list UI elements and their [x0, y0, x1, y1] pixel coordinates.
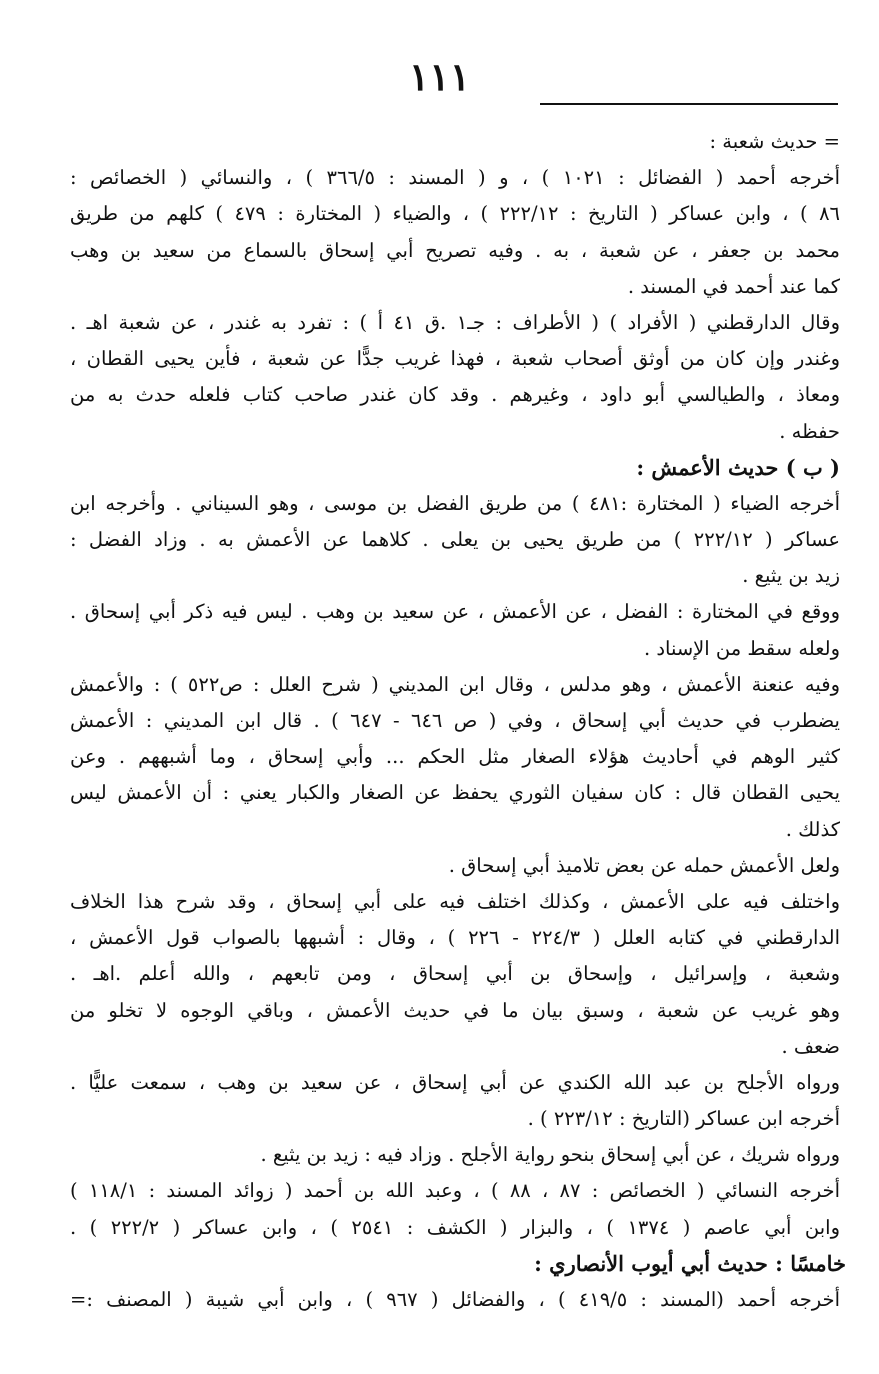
text-line: ولعله سقط من الإسناد . [643, 636, 840, 660]
text-line: ولعل الأعمش حمله عن بعض تلاميذ أبي إسحاق . [448, 853, 840, 877]
text-line: كما عند أحمد في المسند . [627, 274, 840, 298]
text-line: ضعف . [781, 1034, 840, 1058]
text-line: = حديث شعبة : [709, 130, 840, 153]
text-line: ورواه شريك ، عن أبي إسحاق بنحو رواية الأجلح . وزاد فيه : زيد بن يثيع . [260, 1143, 840, 1167]
text-line: أخرجه النسائي ( الخصائص : ٨٧ ، ٨٨ ) ، وعبد الله بن أحمد ( زوائد المسند : ١١٨/١ ) [70, 1179, 840, 1203]
text-line: عساكر ( ٢٢٢/١٢ ) من طريق يحيى بن يعلى . كلاهما عن الأعمش به . وزاد الفضل : [70, 528, 840, 552]
page-number: ١١١ [408, 54, 471, 99]
text-line: الدارقطني في كتابه العلل ( ٢٢٤/٣ - ٢٢٦ ) ، وقال : أشبهها بالصواب قول الأعمش ، [70, 926, 840, 950]
section-heading: ( ب ) حديث الأعمش : [636, 454, 840, 480]
page-body-text [70, 124, 846, 1318]
text-line: أخرجه أحمد (المسند : ٤١٩/٥ ) ، والفضائل ( ٩٦٧ ) ، وابن أبي شيبة ( المصنف := [70, 1288, 840, 1311]
text-line: حفظه . [779, 419, 840, 443]
text-line: يحيى القطان قال : كان سفيان الثوري يحفظ عن الصغار والكبار يعني : أن الأعمش ليس [70, 781, 840, 805]
text-line: وقال الدارقطني ( الأفراد ) ( الأطراف : جـ١ .ق ٤١ أ ) : تفرد به غندر ، عن شعبة اهـ . [70, 310, 840, 334]
text-line: كذلك . [785, 817, 840, 841]
text-line: وهو غريب عن شعبة ، وسبق بيان ما في حديث الأعمش ، وباقي الوجوه لا تخلو من [70, 998, 840, 1022]
text-line: وفيه عنعنة الأعمش ، وهو مدلس ، وقال ابن المديني ( شرح العلل : ص٥٢٢ ) : والأعمش [70, 672, 840, 696]
footnote-separator-rule [540, 103, 838, 105]
text-line: وغندر وإن كان من أوثق أصحاب شعبة ، فهذا غريب جدًّا عن شعبة ، فأين يحيى القطان ، [70, 347, 840, 371]
text-line: أخرجه ابن عساكر (التاريخ : ٢٢٣/١٢ ) . [527, 1107, 840, 1131]
text-line: يضطرب في حديث أبي إسحاق ، وفي ( ص ٦٤٦ - ٦٤٧ ) . قال ابن المديني : الأعمش [70, 709, 840, 732]
text-line: محمد بن جعفر ، عن شعبة ، به . وفيه تصريح أبي إسحاق بالسماع من سعيد بن وهب [70, 238, 840, 262]
text-line: واختلف فيه على الأعمش ، وكذلك اختلف فيه على أبي إسحاق ، وقد شرح هذا الخلاف [70, 889, 840, 913]
text-line: وابن أبي عاصم ( ١٣٧٤ ) ، والبزار ( الكشف : ٢٥٤١ ) ، وابن عساكر ( ٢٢٢/٢ ) . [70, 1215, 840, 1239]
text-line: ورواه الأجلح بن عبد الله الكندي عن أبي إسحاق ، عن سعيد بن وهب ، سمعت عليًّا . [70, 1070, 840, 1094]
text-line: أخرجه الضياء ( المختارة :٤٨١ ) من طريق الفضل بن موسى ، وهو السيناني . وأخرجه ابن [70, 491, 840, 515]
text-line: زيد بن يثيع . [742, 564, 840, 588]
text-line: ٨٦ ) ، وابن عساكر ( التاريخ : ٢٢٢/١٢ ) ، والضياء ( المختارة : ٤٧٩ ) كلهم من طريق [70, 202, 840, 226]
text-line: وشعبة ، وإسرائيل ، وإسحاق بن أبي إسحاق ، ومن تابعهم ، والله أعلم .اهـ . [70, 962, 840, 986]
text-line: ووقع في المختارة : الفضل ، عن الأعمش ، عن سعيد بن وهب . ليس فيه ذكر أبي إسحاق . [70, 600, 840, 624]
section-heading: خامسًا : حديث أبي أيوب الأنصاري : [534, 1250, 846, 1276]
text-line: أخرجه أحمد ( الفضائل : ١٠٢١ ) ، و ( المسند : ٣٦٦/٥ ) ، والنسائي ( الخصائص : [70, 166, 840, 190]
text-line: ومعاذ ، والطيالسي أبو داود ، وغيرهم . وقد كان غندر صاحب كتاب فلعله حدث به من [70, 383, 840, 407]
text-line: كثير الوهم في أحاديث هؤلاء الصغار مثل الحكم ... وأبي إسحاق ، وما أشبههم . وعن [70, 745, 840, 769]
